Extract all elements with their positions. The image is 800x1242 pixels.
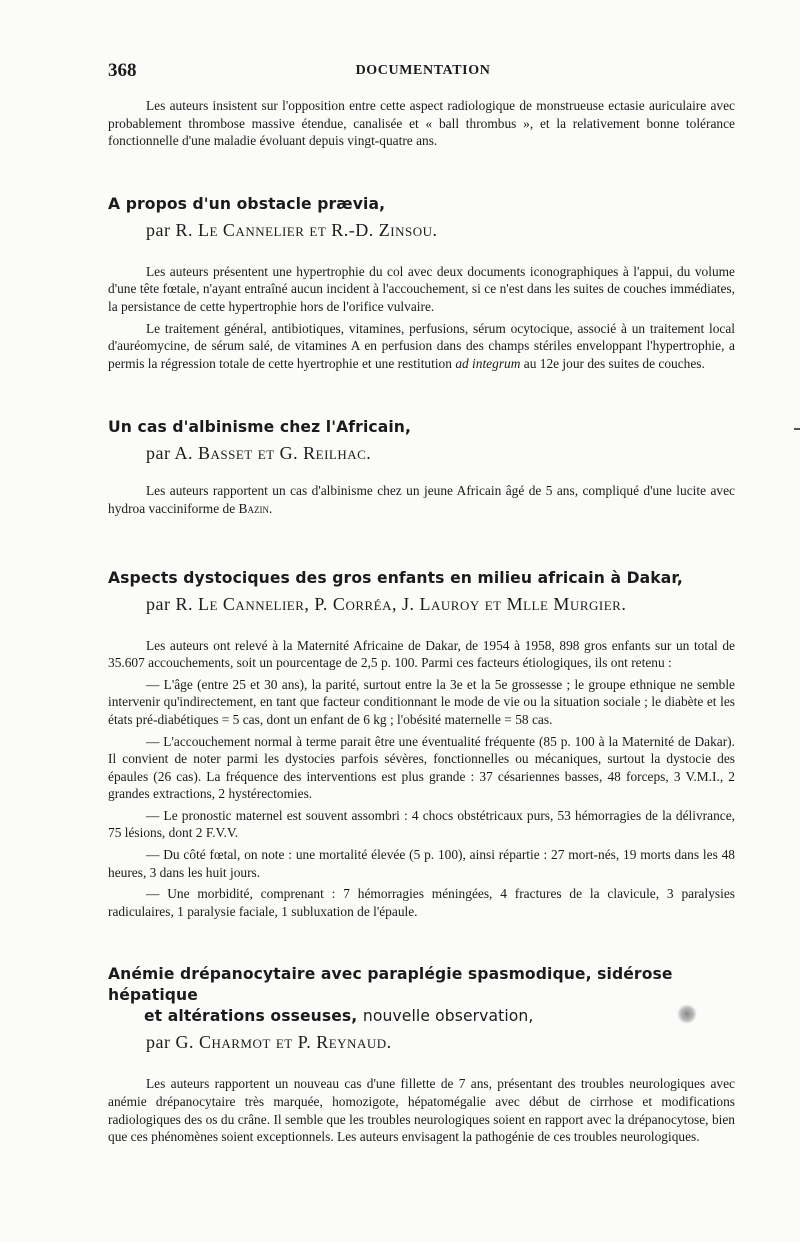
article-obstacle-praevia [108,194,735,373]
article-byline [108,1031,735,1054]
article-byline [108,442,735,465]
article-byline [108,593,735,616]
article-paragraph: — L'âge (entre 25 et 30 ans), la parité, surtout entre la 3e et la 5e grossesse ; le groupe ethnique ne semble intervenir qu'indirectement, en tant que facteur conditionnant le mode de vie ou la situation sociale ; le diabète et les états pré-diabétiques = 5 cas, dont un enfant de 6 kg ; l'obésité maternelle = 58 cas. [108,676,735,727]
article-albinisme [108,417,735,517]
article-body [108,1075,735,1145]
intro-paragraph: Les auteurs insistent sur l'opposition entre cette aspect radiologique de monstrueuse ectasie auriculaire avec probablement thrombose massive étendue, canalisée et « ball thrombus », et la relativement bonne tolérance fonctionnelle d'une maladie évoluant depuis vingt-quatre ans. [108,98,735,149]
article-paragraph: Les auteurs rapportent un nouveau cas d'une fillette de 7 ans, présentant des troubles neurologiques avec anémie drépanocytaire très marquée, homozigote, hépatomégalie avec début de cirrhose et modifications radiologiques des os du crâne. Il semble que les troubles neurologiques soient en rapport avec la drépanocytose, bien que ces phénomènes soient exceptionnels. Les auteurs envisagent la pathogénie de ces troubles neurologiques. [108,1076,735,1145]
article-title: Un cas d'albinisme chez l'Africain, [108,418,412,437]
article-body [108,637,735,921]
article-drepanocytose [108,964,735,1145]
article-byline [108,219,735,242]
latin-term: ad integrum [455,355,521,371]
byline-authors: R. Le Cannelier et R.-D. Zinsou. [175,219,438,240]
page-content [108,97,735,1146]
byline-prefix: par [146,593,171,614]
title-line: Anémie drépanocytaire avec paraplégie spasmodique, sidérose hépatique [108,965,673,1005]
article-paragraph: Les auteurs présentent une hypertrophie du col avec deux documents iconographiques à l'appui, du volume d'une tête fœtale, n'ayant entraîné aucun incident à l'accouchement, si ce n'est dans les suites de couches immédiates, la persistance de cette hypertrophie hors de l'orifice vulvaire. [108,263,735,314]
article-body [108,263,735,373]
running-title: DOCUMENTATION [355,63,491,78]
byline-prefix: par [146,219,171,240]
article-title: A propos d'un obstacle prævia, [108,194,386,213]
page-header [108,60,738,82]
article-title [108,964,735,1027]
title-continuation [108,1006,735,1027]
paragraph-text: Le traitement général, antibiotiques, vitamines, perfusions, sérum ocytocique, associé à un traitement local d'auréomycine, de sérum salé, de vitamines A en perfusion dans des champs stériles enveloppant l'hypertrophie, a permis la régression totale de cette hyertrophie et une restitution [108,320,735,371]
article-dystocie [108,568,735,921]
article-body [108,482,735,517]
title-note: nouvelle observation, [362,1007,534,1026]
byline-authors: G. Charmot et P. Reynaud. [175,1032,392,1053]
byline-prefix: par [146,443,171,464]
paragraph-text: au 12e jour des suites de couches. [523,355,705,371]
byline-authors: R. Le Cannelier, P. Corréa, J. Lauroy et Mlle Murgier. [175,593,627,614]
author-name: Bazin. [238,500,273,516]
article-paragraph [108,482,735,517]
byline-prefix: par [146,1032,171,1053]
margin-mark [794,428,800,430]
article-paragraph: — Une morbidité, comprenant : 7 hémorragies méningées, 4 fractures de la clavicule, 3 paralysies radiculaires, 1 paralysie faciale, 1 subluxation de l'épaule. [108,886,735,919]
article-paragraph: Les auteurs ont relevé à la Maternité Africaine de Dakar, de 1954 à 1958, 898 gros enfants sur un total de 35.607 accouchements, soit un pourcentage de 2,5 p. 100. Parmi ces facteurs étiologiques, ils ont retenu : [108,637,735,671]
article-paragraph: — L'accouchement normal à terme parait être une éventualité fréquente (85 p. 100 à la Maternité de Dakar). Il convient de noter parmi les dystocies parfois sévères, fonctionnelles ou mécaniques, surtout la dystocie des épaules (26 cas). La fréquence des interventions est plus grande : 37 césariennes basses, 48 forceps, 3 V.M.I., 2 grandes extractions, 2 hystérectomies. [108,733,735,802]
paragraph-text: Les auteurs rapportent un cas d'albinisme chez un jeune Africain âgé de 5 ans, compliqué d'une lucite avec hydroa vacciniforme de [108,483,735,516]
article-paragraph: — Du côté fœtal, on note : une mortalité élevée (5 p. 100), ainsi répartie : 27 mort-nés, 19 morts dans les 48 heures, 3 dans les huit jours. [108,847,735,880]
article-paragraph: — Le pronostic maternel est souvent assombri : 4 chocs obstétricaux purs, 53 hémorragies de la délivrance, 75 lésions, dont 2 F.V.V. [108,807,735,841]
title-line: et altérations osseuses, [144,1007,358,1026]
article-title: Aspects dystociques des gros enfants en milieu africain à Dakar, [108,568,683,587]
byline-authors: A. Basset et G. Reilhac. [174,443,372,464]
article-paragraph [108,320,735,373]
page-number: 368 [108,60,137,81]
